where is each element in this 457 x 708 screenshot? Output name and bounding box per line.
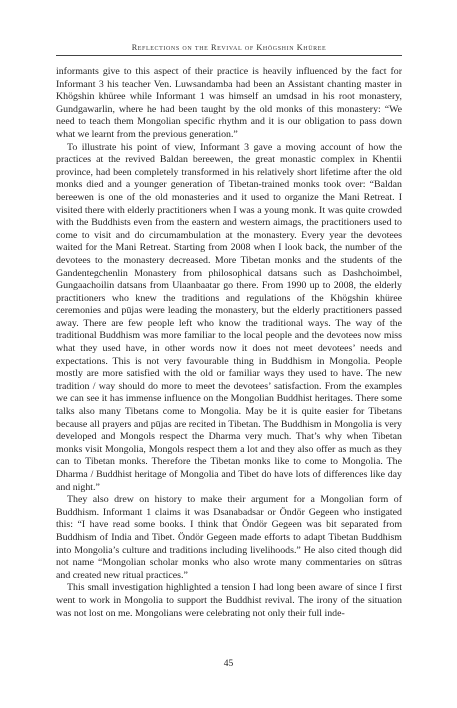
paragraph: informants give to this aspect of their practice is heavily influenced by the fact for Informant 3 his teacher Ven. Luwsandamba had been an Assistant chanting master in Khögshin khüree while Informant 1 was himself an umdsad in his root monastery, Gundgawarlin, where he had been taught by the old monks of this monastery: “We need to teach them Mongolian specific rhythm and it is our obligation to pass down what we learnt from the previous generation.” [56,66,402,140]
header-rule [56,55,402,56]
running-header: Reflections on the Revival of Khögshin Khüree [131,43,327,52]
paragraph: To illustrate his point of view, Informant 3 gave a moving account of how the practices at the revived Baldan bereewen, the great monastic complex in Khentii province, had been completely transformed in his relatively short lifetime after the old monks died and a younger generation of Tibetan-trained monks took over: “Baldan bereewen is one of the old monasteries and it used to organize the Mani Retreat. I visited there with elderly practitioners when I was a young monk. It was quite crowded with the Buddhists even from the eastern and western aimags, the practitioners used to come to visit and do circumambulation at the monastery. Every year the devotees waited for the Mani Retreat. Starting from 2008 when I look back, the number of the devotees to the monastery decreased. More Tibetan monks and the students of the Gandentegchenlin Monastery from philosophical datsans such as Dashchoimbel, Gungaachoilin datsans from Ulaanbaatar go there. From 1990 up to 2008, the elderly practitioners who knew the traditions and regulations of the Khögshin khüree ceremonies and pūjas were leading the monastery, but the elderly practitioners passed away. There are few people left who know the traditional ways. The way of the traditional Buddhism was more familiar to the local people and the devotees now miss what they used have, in other words now it does not meet devotees’ needs and expectations. This is not very favourable thing in Buddhism in Mongolia. People mostly are more satisfied with the old or familiar ways they used to have. The new tradition / way should do more to meet the devotees’ satisfaction. From the examples we can see it has immense influence on the Mongolian Buddhist heritages. There some talks also many Tibetans come to Mongolia. May be it is quite easier for Tibetans because all prayers and pūjas are recited in Tibetan. The Buddhism in Mongolia is very developed and Mongols respect the Dharma very much. That’s why when Tibetan monks visit Mongolia, Mongols respect them a lot and they also offer as much as they can to Tibetan monks. Therefore the Tibetan monks like to come to Mongolia. The Dharma / Buddhist heritage of Mongolia and Tibet do have lots of differences like day and night.” [56,141,402,493]
paragraph: They also drew on history to make their argument for a Mongolian form of Buddhism. Informant 1 claims it was Dsanabadsar or Öndör Gegeen who instigated this: “I have read some books. I think that Öndör Gegeen was bit separated from Buddhism of India and Tibet. Öndör Gegeen made efforts to adapt Tibetan Buddhism into Mongolia’s culture and traditions including livelihoods.” He also cited though did not name “Mongolian scholar monks who also wrote many commentaries on sūtras and created new ritual practices.” [56,494,402,581]
body-text [56,66,402,620]
page-number: 45 [223,659,234,669]
paragraph: This small investigation highlighted a tension I had long been aware of since I first went to work in Mongolia to support the Buddhist revival. The irony of the situation was not lost on me. Mongolians were celebrating not only their full inde- [56,582,402,619]
